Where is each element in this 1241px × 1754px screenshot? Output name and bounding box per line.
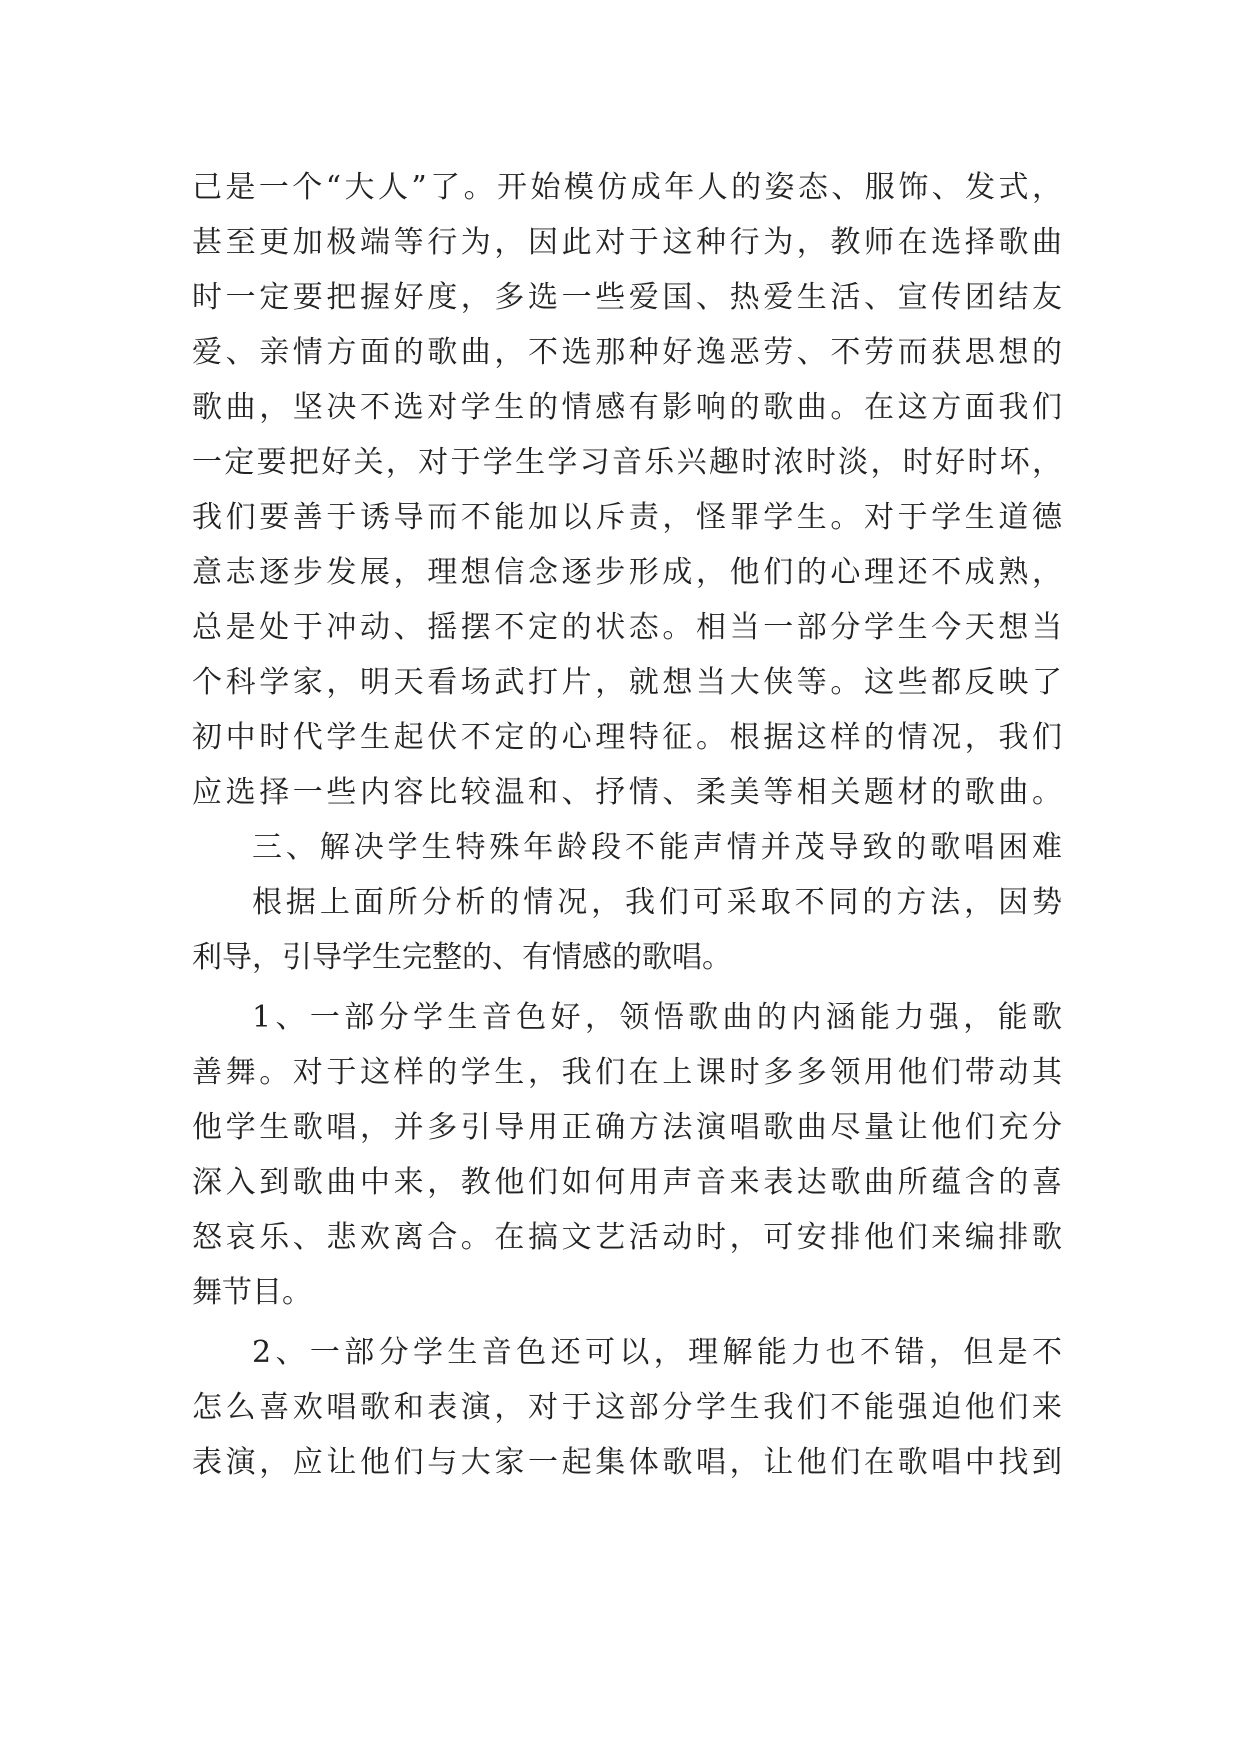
text-line: 甚至更加极端等行为，因此对于这种行为，教师在选择歌曲 bbox=[192, 225, 1062, 260]
text-line: 一定要把好关，对于学生学习音乐兴趣时浓时淡，时好时坏， bbox=[192, 445, 1062, 480]
text-line: 意志逐步发展，理想信念逐步形成，他们的心理还不成熟， bbox=[192, 555, 1062, 590]
text-line: 根据上面所分析的情况，我们可采取不同的方法，因势 bbox=[252, 885, 1062, 920]
text-line: 初中时代学生起伏不定的心理特征。根据这样的情况，我们 bbox=[192, 720, 1062, 755]
text-line: 歌曲，坚决不选对学生的情感有影响的歌曲。在这方面我们 bbox=[192, 390, 1062, 425]
text-line: 怎么喜欢唱歌和表演，对于这部分学生我们不能强迫他们来 bbox=[192, 1390, 1062, 1425]
text-line: 爱、亲情方面的歌曲，不选那种好逸恶劳、不劳而获思想的 bbox=[192, 335, 1062, 370]
text-line: 怒哀乐、悲欢离合。在搞文艺活动时，可安排他们来编排歌 bbox=[192, 1220, 1062, 1255]
text-line: 应选择一些内容比较温和、抒情、柔美等相关题材的歌曲。 bbox=[192, 775, 1062, 810]
text-line: 我们要善于诱导而不能加以斥责，怪罪学生。对于学生道德 bbox=[192, 500, 1062, 535]
text-line: 三、解决学生特殊年龄段不能声情并茂导致的歌唱困难 bbox=[252, 830, 1062, 865]
text-line: 1、一部分学生音色好，领悟歌曲的内涵能力强，能歌 bbox=[252, 1000, 1062, 1035]
text-line: 己是一个“大人”了。开始模仿成年人的姿态、服饰、发式， bbox=[192, 170, 1062, 205]
text-line: 时一定要把握好度，多选一些爱国、热爱生活、宣传团结友 bbox=[192, 280, 1062, 315]
text-line: 总是处于冲动、摇摆不定的状态。相当一部分学生今天想当 bbox=[192, 610, 1062, 645]
text-line: 利导，引导学生完整的、有情感的歌唱。 bbox=[192, 940, 732, 975]
text-line: 深入到歌曲中来，教他们如何用声音来表达歌曲所蕴含的喜 bbox=[192, 1165, 1062, 1200]
text-line: 他学生歌唱，并多引导用正确方法演唱歌曲尽量让他们充分 bbox=[192, 1110, 1062, 1145]
text-line: 个科学家，明天看场武打片，就想当大侠等。这些都反映了 bbox=[192, 665, 1062, 700]
text-line: 善舞。对于这样的学生，我们在上课时多多领用他们带动其 bbox=[192, 1055, 1062, 1090]
text-line: 舞节目。 bbox=[192, 1275, 312, 1310]
text-line: 2、一部分学生音色还可以，理解能力也不错，但是不 bbox=[252, 1335, 1062, 1370]
text-line: 表演，应让他们与大家一起集体歌唱，让他们在歌唱中找到 bbox=[192, 1445, 1062, 1480]
